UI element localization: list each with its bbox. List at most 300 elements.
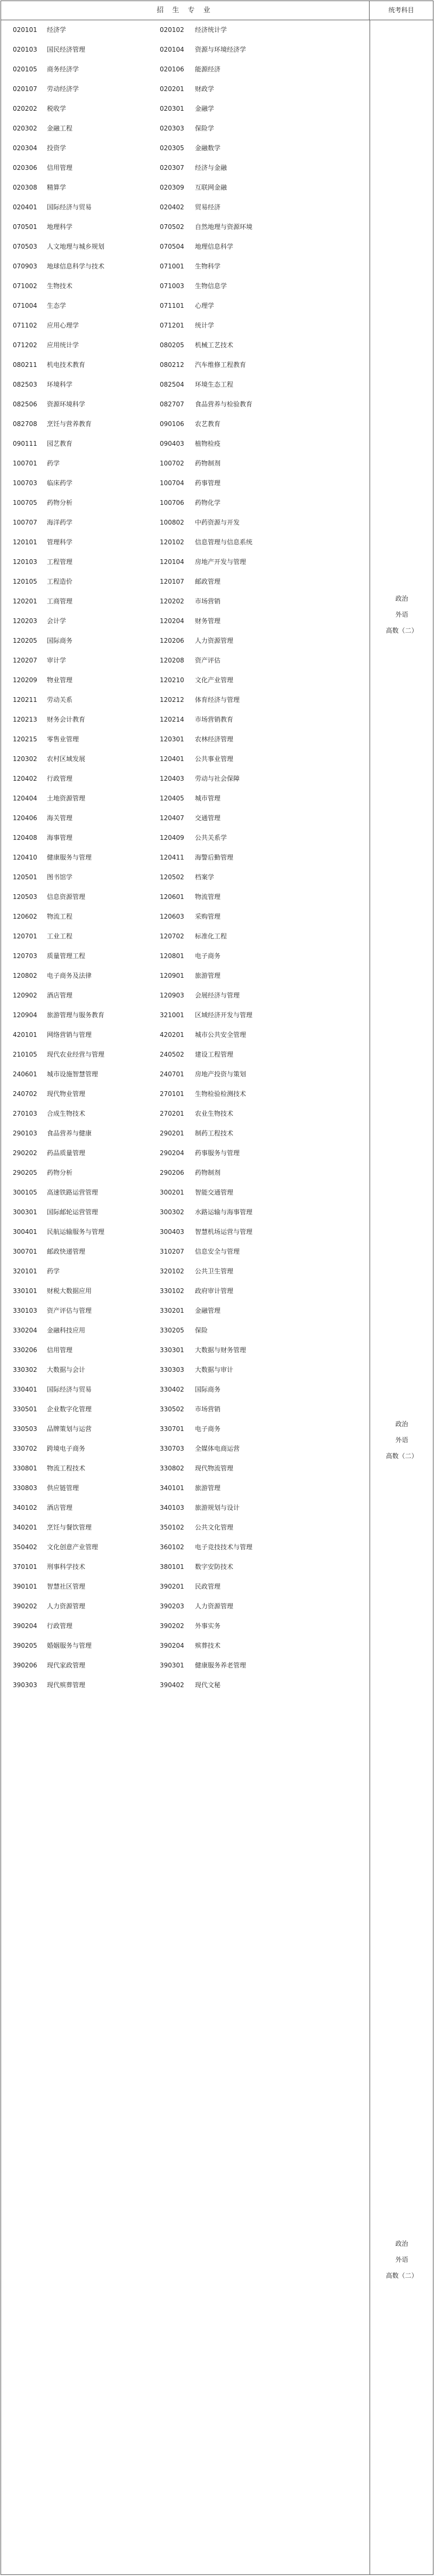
major-code: 330502	[160, 1405, 184, 1413]
major-name: 生物检验检测技术	[195, 1090, 247, 1098]
major-code: 270103	[13, 1110, 37, 1117]
major-code: 240601	[13, 1070, 37, 1078]
table-row	[1, 808, 370, 828]
major-code: 390202	[13, 1602, 37, 1610]
table-row	[1, 257, 370, 276]
exam-math: 高数（二）	[386, 1452, 418, 1460]
major-code: 020401	[13, 203, 37, 211]
major-name: 电子竞技技术与管理	[195, 1543, 253, 1551]
major-name: 资产评估与管理	[47, 1307, 92, 1314]
table-row	[1, 217, 370, 237]
major-code: 020103	[13, 46, 37, 53]
table-row	[1, 493, 370, 513]
major-name: 国民经济管理	[47, 46, 86, 53]
major-code: 100701	[13, 460, 37, 467]
major-name: 植物检疫	[195, 440, 221, 447]
major-code: 100802	[160, 519, 184, 526]
major-code: 340102	[13, 1504, 37, 1511]
major-code: 120407	[160, 814, 184, 822]
major-name: 网络营销与管理	[47, 1031, 92, 1038]
exam-politics: 政治	[395, 2240, 408, 2247]
major-name: 婚姻服务与管理	[47, 1642, 92, 1649]
table-row	[1, 1084, 370, 1104]
major-code: 070501	[13, 223, 37, 231]
major-code: 020201	[160, 85, 184, 93]
major-name: 海关管理	[47, 814, 73, 822]
major-name: 财政学	[195, 85, 215, 93]
majors-list	[1, 20, 370, 2574]
exam-subjects-group-1	[370, 591, 433, 639]
major-code: 120201	[13, 598, 37, 605]
table-row	[1, 533, 370, 552]
major-name: 数字安防技术	[195, 1563, 234, 1571]
major-code: 340101	[160, 1484, 184, 1492]
major-name: 药物化学	[195, 499, 221, 506]
major-name: 工程造价	[47, 578, 73, 585]
table-row	[1, 276, 370, 296]
major-code: 082707	[160, 400, 184, 408]
major-code: 120703	[13, 952, 37, 960]
exam-foreign-language: 外语	[395, 611, 408, 618]
table-row	[1, 1242, 370, 1262]
major-code: 370101	[13, 1563, 37, 1571]
exam-politics: 政治	[395, 595, 408, 602]
major-code: 071001	[160, 263, 184, 270]
header-majors: 招 生 专 业	[1, 1, 370, 20]
major-name: 物流管理	[195, 893, 221, 901]
major-code: 020303	[160, 125, 184, 132]
major-code: 290206	[160, 1169, 184, 1176]
major-code: 120601	[160, 893, 184, 901]
major-name: 保险学	[195, 125, 215, 132]
major-code: 330702	[13, 1445, 37, 1452]
table-row	[1, 848, 370, 868]
table-row	[1, 1124, 370, 1143]
major-name: 临床药学	[47, 479, 73, 487]
table-row	[1, 986, 370, 1005]
exam-subjects-group-2	[370, 1416, 433, 1464]
major-code: 330302	[13, 1366, 37, 1373]
table-row	[1, 1262, 370, 1281]
major-code: 120904	[13, 1011, 37, 1019]
major-code: 120207	[13, 657, 37, 664]
exam-math: 高数（二）	[386, 2272, 418, 2279]
major-code: 020305	[160, 144, 184, 152]
major-code: 240701	[160, 1070, 184, 1078]
major-name: 经济统计学	[195, 26, 227, 34]
major-code: 210105	[13, 1051, 37, 1058]
major-name: 经济与金融	[195, 164, 227, 171]
major-name: 公共事业管理	[195, 755, 234, 763]
major-name: 民航运输服务与管理	[47, 1228, 105, 1236]
major-name: 供应链管理	[47, 1484, 79, 1492]
major-code: 300301	[13, 1208, 37, 1216]
major-code: 071003	[160, 282, 184, 290]
table-row	[1, 158, 370, 178]
major-code: 020202	[13, 105, 37, 112]
major-name: 旅游管理	[195, 972, 221, 979]
major-code: 390303	[13, 1681, 37, 1689]
table-row	[1, 473, 370, 493]
major-name: 质量管理工程	[47, 952, 86, 960]
major-code: 330501	[13, 1405, 37, 1413]
major-name: 国际邮轮运营管理	[47, 1208, 99, 1216]
major-name: 工商管理	[47, 598, 73, 605]
major-code: 020308	[13, 184, 37, 191]
major-name: 市场营销	[195, 1405, 221, 1413]
table-row	[1, 513, 370, 533]
major-name: 应用统计学	[47, 341, 79, 349]
major-code: 120102	[160, 538, 184, 546]
major-code: 100706	[160, 499, 184, 506]
major-name: 殡葬技术	[195, 1642, 221, 1649]
table-row	[1, 730, 370, 749]
table-row	[1, 1498, 370, 1518]
table-row	[1, 670, 370, 690]
major-code: 120405	[160, 795, 184, 802]
exam-foreign-language: 外语	[395, 1436, 408, 1444]
table-row	[1, 1005, 370, 1025]
table-row	[1, 1656, 370, 1675]
major-code: 320101	[13, 1267, 37, 1275]
table-row	[1, 1675, 370, 1695]
major-code: 330205	[160, 1327, 184, 1334]
major-name: 药品质量管理	[47, 1149, 86, 1157]
major-name: 税收学	[47, 105, 67, 112]
major-name: 生物信息学	[195, 282, 227, 290]
major-code: 020304	[13, 144, 37, 152]
major-name: 环境科学	[47, 381, 73, 388]
major-name: 公共卫生管理	[195, 1267, 234, 1275]
major-name: 智能交通管理	[195, 1189, 234, 1196]
major-name: 政府审计管理	[195, 1287, 234, 1295]
table-row	[1, 454, 370, 473]
major-name: 跨境电子商务	[47, 1445, 86, 1452]
major-name: 大数据与审计	[195, 1366, 234, 1373]
major-name: 城市管理	[195, 795, 221, 802]
major-name: 健康服务与管理	[47, 854, 92, 861]
major-code: 120210	[160, 676, 184, 684]
major-code: 070903	[13, 263, 37, 270]
major-code: 120301	[160, 735, 184, 743]
major-code: 390402	[160, 1681, 184, 1689]
major-name: 劳动经济学	[47, 85, 79, 93]
major-code: 120206	[160, 637, 184, 644]
major-name: 物流工程技术	[47, 1465, 86, 1472]
major-name: 药物制剂	[195, 1169, 221, 1176]
major-name: 企业数字化管理	[47, 1405, 92, 1413]
major-code: 330204	[13, 1327, 37, 1334]
major-name: 食品营养与检验教育	[195, 400, 253, 408]
major-name: 资源环境科学	[47, 400, 86, 408]
major-name: 药事服务与管理	[195, 1149, 240, 1157]
major-code: 100707	[13, 519, 37, 526]
major-code: 300401	[13, 1228, 37, 1236]
table-row	[1, 237, 370, 257]
major-code: 310207	[160, 1248, 184, 1255]
major-name: 地理信息科学	[195, 243, 234, 250]
major-code: 420201	[160, 1031, 184, 1038]
table-row	[1, 1478, 370, 1498]
major-code: 420101	[13, 1031, 37, 1038]
major-code: 090106	[160, 420, 184, 428]
major-name: 房地产开发与管理	[195, 558, 247, 566]
major-name: 农业生物技术	[195, 1110, 234, 1117]
major-name: 烹饪与营养教育	[47, 420, 92, 428]
major-name: 药物分析	[47, 499, 73, 506]
major-name: 机械工艺技术	[195, 341, 234, 349]
major-code: 120409	[160, 834, 184, 841]
major-code: 090111	[13, 440, 37, 447]
major-code: 120702	[160, 933, 184, 940]
major-name: 现代物业管理	[47, 1090, 86, 1098]
major-code: 330703	[160, 1445, 184, 1452]
major-code: 120204	[160, 617, 184, 625]
major-name: 农林经济管理	[195, 735, 234, 743]
major-name: 现代家政管理	[47, 1662, 86, 1669]
major-code: 120903	[160, 992, 184, 999]
major-code: 120211	[13, 696, 37, 704]
table-row	[1, 40, 370, 60]
table-row	[1, 1301, 370, 1321]
table-row	[1, 592, 370, 611]
major-code: 321001	[160, 1011, 184, 1019]
major-code: 120603	[160, 913, 184, 920]
major-name: 电子商务及法律	[47, 972, 92, 979]
major-name: 信用管理	[47, 164, 73, 171]
major-code: 390204	[13, 1622, 37, 1630]
major-name: 会计学	[47, 617, 67, 625]
major-code: 350102	[160, 1524, 184, 1531]
major-name: 现代物流管理	[195, 1465, 234, 1472]
major-code: 071201	[160, 322, 184, 329]
major-name: 金融科技应用	[47, 1327, 86, 1334]
major-name: 统计学	[195, 322, 215, 329]
major-name: 会展经济与管理	[195, 992, 240, 999]
major-code: 120901	[160, 972, 184, 979]
major-code: 100702	[160, 460, 184, 467]
major-name: 旅游管理与服务教育	[47, 1011, 105, 1019]
table-row	[1, 868, 370, 887]
major-name: 劳动关系	[47, 696, 73, 704]
table-row	[1, 375, 370, 395]
major-name: 健康服务养老管理	[195, 1662, 247, 1669]
major-code: 120104	[160, 558, 184, 566]
table-row	[1, 1281, 370, 1301]
major-code: 330301	[160, 1346, 184, 1354]
table-row	[1, 927, 370, 946]
major-code: 100703	[13, 479, 37, 487]
table-row	[1, 552, 370, 572]
major-name: 制药工程技术	[195, 1130, 234, 1137]
table-row	[1, 789, 370, 808]
major-name: 药物制剂	[195, 460, 221, 467]
table-row	[1, 355, 370, 375]
major-name: 资产评估	[195, 657, 221, 664]
major-code: 120215	[13, 735, 37, 743]
major-code: 100705	[13, 499, 37, 506]
major-name: 建设工程管理	[195, 1051, 234, 1058]
exam-subjects-group-3	[370, 2236, 433, 2284]
major-name: 大数据与会计	[47, 1366, 86, 1373]
table-row	[1, 20, 370, 40]
table-row	[1, 1143, 370, 1163]
exam-politics: 政治	[395, 1420, 408, 1428]
major-name: 汽车维修工程教育	[195, 361, 247, 369]
major-code: 330103	[13, 1307, 37, 1314]
major-name: 公共文化管理	[195, 1524, 234, 1531]
major-code: 340103	[160, 1504, 184, 1511]
major-name: 审计学	[47, 657, 67, 664]
major-code: 330206	[13, 1346, 37, 1354]
major-name: 工程管理	[47, 558, 73, 566]
major-name: 交通管理	[195, 814, 221, 822]
major-name: 民政管理	[195, 1583, 221, 1590]
major-code: 380101	[160, 1563, 184, 1571]
major-code: 080212	[160, 361, 184, 369]
table-row	[1, 296, 370, 316]
major-name: 信息安全与管理	[195, 1248, 240, 1255]
major-code: 020101	[13, 26, 37, 34]
major-name: 经济学	[47, 26, 67, 34]
major-code: 120408	[13, 834, 37, 841]
table-row	[1, 887, 370, 907]
major-code: 300105	[13, 1189, 37, 1196]
exam-math: 高数（二）	[386, 627, 418, 634]
major-name: 资源与环境经济学	[195, 46, 247, 53]
major-code: 390101	[13, 1583, 37, 1590]
major-code: 120302	[13, 755, 37, 763]
major-code: 330201	[160, 1307, 184, 1314]
major-name: 国际商务	[195, 1386, 221, 1393]
table-row	[1, 572, 370, 592]
table-row	[1, 138, 370, 158]
major-name: 电子商务	[195, 1425, 221, 1433]
major-name: 海洋药学	[47, 519, 73, 526]
table-row	[1, 907, 370, 927]
major-code: 120209	[13, 676, 37, 684]
major-code: 390201	[160, 1583, 184, 1590]
table-row	[1, 79, 370, 99]
major-name: 海警后勤管理	[195, 854, 234, 861]
major-name: 土地资源管理	[47, 795, 86, 802]
major-name: 邮政管理	[195, 578, 221, 585]
major-code: 330303	[160, 1366, 184, 1373]
table-row	[1, 1636, 370, 1656]
table-row	[1, 1360, 370, 1380]
major-name: 保险	[195, 1327, 208, 1334]
table-row	[1, 1183, 370, 1203]
major-name: 地球信息科学与技术	[47, 263, 105, 270]
major-code: 320102	[160, 1267, 184, 1275]
major-code: 300403	[160, 1228, 184, 1236]
major-code: 290205	[13, 1169, 37, 1176]
major-name: 药事管理	[195, 479, 221, 487]
major-code: 082506	[13, 400, 37, 408]
major-code: 020107	[13, 85, 37, 93]
major-code: 120212	[160, 696, 184, 704]
major-code: 120101	[13, 538, 37, 546]
major-code: 082503	[13, 381, 37, 388]
major-code: 270201	[160, 1110, 184, 1117]
major-code: 120802	[13, 972, 37, 979]
major-name: 工业工程	[47, 933, 73, 940]
major-name: 旅游规划与设计	[195, 1504, 240, 1511]
major-code: 080211	[13, 361, 37, 369]
major-name: 药学	[47, 460, 60, 467]
major-name: 劳动与社会保障	[195, 775, 240, 782]
major-code: 330802	[160, 1465, 184, 1472]
major-code: 020102	[160, 26, 184, 34]
major-name: 合成生物技术	[47, 1110, 86, 1117]
major-name: 公共关系学	[195, 834, 227, 841]
major-name: 投资学	[47, 144, 67, 152]
table-row	[1, 1222, 370, 1242]
major-code: 120404	[13, 795, 37, 802]
major-code: 100704	[160, 479, 184, 487]
major-name: 电子商务	[195, 952, 221, 960]
major-code: 270101	[160, 1090, 184, 1098]
major-name: 物业管理	[47, 676, 73, 684]
table-row	[1, 1163, 370, 1183]
major-name: 信息资源管理	[47, 893, 86, 901]
major-name: 文化创意产业管理	[47, 1543, 99, 1551]
major-code: 070504	[160, 243, 184, 250]
major-name: 食品营养与健康	[47, 1130, 92, 1137]
major-code: 330101	[13, 1287, 37, 1295]
major-name: 城市公共安全管理	[195, 1031, 247, 1038]
major-name: 城市设施智慧管理	[47, 1070, 99, 1078]
major-name: 财务管理	[195, 617, 221, 625]
table-row	[1, 1419, 370, 1439]
table-row	[1, 60, 370, 79]
major-code: 290202	[13, 1149, 37, 1157]
exam-foreign-language: 外语	[395, 2256, 408, 2263]
table-row	[1, 966, 370, 986]
major-code: 330803	[13, 1484, 37, 1492]
major-name: 零售业管理	[47, 735, 79, 743]
major-name: 药学	[47, 1267, 60, 1275]
major-code: 120502	[160, 873, 184, 881]
major-code: 120902	[13, 992, 37, 999]
major-name: 金融学	[195, 105, 215, 112]
major-code: 020106	[160, 66, 184, 73]
major-name: 高速铁路运营管理	[47, 1189, 99, 1196]
table-row	[1, 198, 370, 217]
major-name: 行政管理	[47, 1622, 73, 1630]
major-name: 邮政快递管理	[47, 1248, 86, 1255]
major-name: 国际经济与贸易	[47, 1386, 92, 1393]
major-name: 互联网金融	[195, 184, 227, 191]
major-code: 120503	[13, 893, 37, 901]
major-code: 330102	[160, 1287, 184, 1295]
major-name: 海事管理	[47, 834, 73, 841]
table-row	[1, 611, 370, 631]
major-name: 烹饪与餐饮管理	[47, 1524, 92, 1531]
table-row	[1, 99, 370, 119]
major-code: 120202	[160, 598, 184, 605]
table-row	[1, 1557, 370, 1577]
major-name: 国际经济与贸易	[47, 203, 92, 211]
table-row	[1, 434, 370, 454]
major-name: 酒店管理	[47, 992, 73, 999]
major-name: 农艺教育	[195, 420, 221, 428]
major-name: 金融工程	[47, 125, 73, 132]
major-code: 120401	[160, 755, 184, 763]
major-name: 水路运输与海事管理	[195, 1208, 253, 1216]
major-code: 120208	[160, 657, 184, 664]
major-name: 能源经济	[195, 66, 221, 73]
